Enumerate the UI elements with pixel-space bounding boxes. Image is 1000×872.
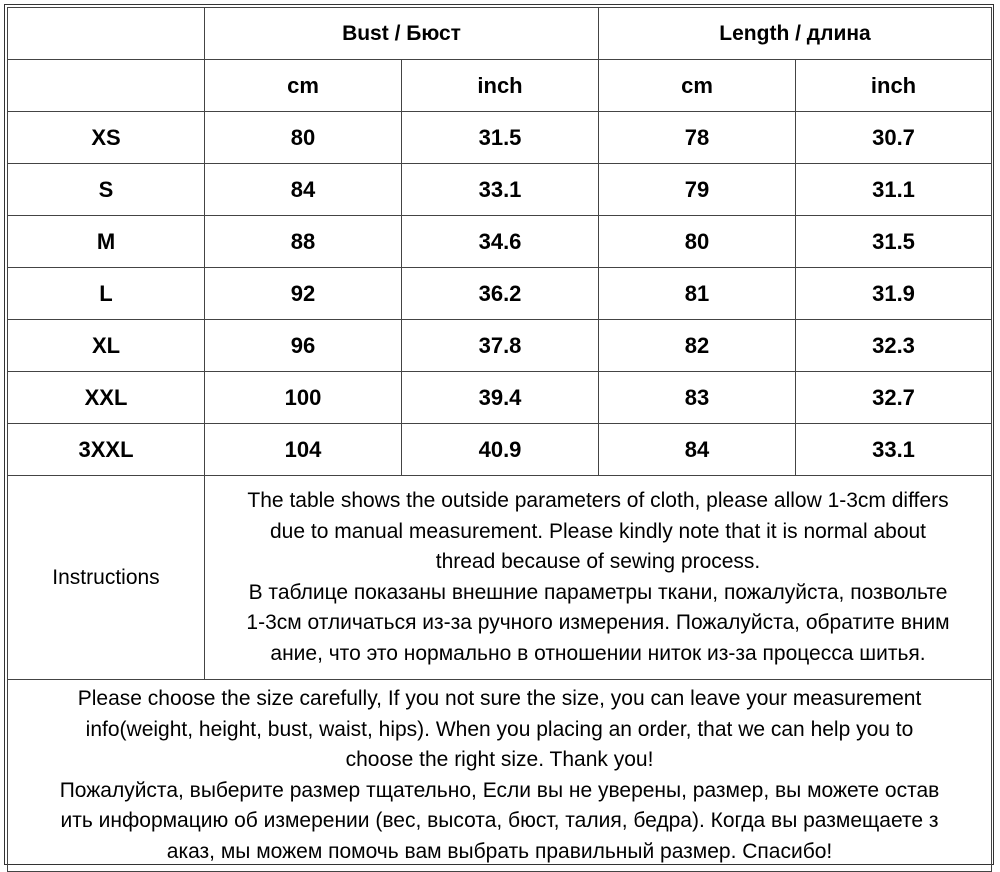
- length-cm-value: 82: [599, 320, 796, 372]
- length-inch-value: 32.3: [796, 320, 992, 372]
- bust-inch-header: inch: [402, 60, 599, 112]
- size-label: 3XXL: [8, 424, 205, 476]
- size-label: M: [8, 216, 205, 268]
- bust-cm-value: 92: [205, 268, 402, 320]
- length-inch-value: 31.5: [796, 216, 992, 268]
- instructions-line: The table shows the outside parameters of cloth, please allow 1-3cm differs: [247, 489, 949, 512]
- size-label: L: [8, 268, 205, 320]
- length-cm-value: 81: [599, 268, 796, 320]
- size-label: S: [8, 164, 205, 216]
- bust-cm-value: 100: [205, 372, 402, 424]
- instructions-label: Instructions: [8, 476, 205, 680]
- bust-inch-value: 34.6: [402, 216, 599, 268]
- instructions-line: due to manual measurement. Please kindly note that it is normal about: [269, 519, 927, 543]
- bust-cm-value: 96: [205, 320, 402, 372]
- length-cm-header: cm: [599, 60, 796, 112]
- length-header: Length / длина: [599, 8, 992, 60]
- length-inch-header: inch: [796, 60, 992, 112]
- size-chart-table: [7, 7, 992, 872]
- bust-inch-value: 39.4: [402, 372, 599, 424]
- corner-cell: [8, 8, 205, 60]
- length-inch-value: 32.7: [796, 372, 992, 424]
- note-line: ить информацию об измерении (вес, высота, бюст, талия, бедра). Когда вы размещаете з: [60, 809, 939, 832]
- instructions-text: [205, 476, 992, 680]
- instructions-line: 1-3см отличаться из-за ручного измерения. Пожалуйста, обратите вним: [246, 611, 950, 634]
- instructions-row: [8, 476, 992, 680]
- table-row: [8, 112, 992, 164]
- length-cm-value: 84: [599, 424, 796, 476]
- bust-cm-value: 88: [205, 216, 402, 268]
- bust-inch-value: 36.2: [402, 268, 599, 320]
- bust-cm-header: cm: [205, 60, 402, 112]
- note-line: Please choose the size carefully, If you not sure the size, you can leave your measurement: [77, 687, 922, 710]
- table-row: [8, 268, 992, 320]
- size-label: XS: [8, 112, 205, 164]
- note-line: аказ, мы можем помочь вам выбрать правильный размер. Спасибо!: [166, 839, 833, 863]
- length-inch-value: 30.7: [796, 112, 992, 164]
- bust-cm-value: 80: [205, 112, 402, 164]
- size-label: XL: [8, 320, 205, 372]
- unit-header-row: [8, 60, 992, 112]
- size-advice-note: [8, 680, 992, 872]
- length-inch-value: 31.9: [796, 268, 992, 320]
- bust-cm-value: 104: [205, 424, 402, 476]
- bust-inch-value: 31.5: [402, 112, 599, 164]
- table-row: [8, 216, 992, 268]
- bust-inch-value: 33.1: [402, 164, 599, 216]
- bust-inch-value: 40.9: [402, 424, 599, 476]
- length-cm-value: 83: [599, 372, 796, 424]
- table-row: [8, 372, 992, 424]
- size-label: XXL: [8, 372, 205, 424]
- instructions-line: В таблице показаны внешние параметры ткани, пожалуйста, позвольте: [248, 580, 948, 604]
- length-cm-value: 80: [599, 216, 796, 268]
- length-inch-value: 33.1: [796, 424, 992, 476]
- length-cm-value: 78: [599, 112, 796, 164]
- bust-header: Bust / Бюст: [205, 8, 599, 60]
- size-header-cell: [8, 60, 205, 112]
- note-line: Пожалуйста, выберите размер тщательно, Если вы не уверены, размер, вы можете остав: [59, 778, 940, 802]
- group-header-row: [8, 8, 992, 60]
- length-inch-value: 31.1: [796, 164, 992, 216]
- note-line: info(weight, height, bust, waist, hips). When you placing an order, that we can help you to: [85, 717, 914, 741]
- length-cm-value: 79: [599, 164, 796, 216]
- table-row: [8, 424, 992, 476]
- table-row: [8, 320, 992, 372]
- instructions-line: ание, что это нормально в отношении ниток из-за процесса шитья.: [270, 641, 926, 665]
- note-line: choose the right size. Thank you!: [345, 748, 654, 771]
- bust-cm-value: 84: [205, 164, 402, 216]
- note-row: [8, 680, 992, 872]
- bust-inch-value: 37.8: [402, 320, 599, 372]
- instructions-line: thread because of sewing process.: [435, 550, 761, 573]
- table-row: [8, 164, 992, 216]
